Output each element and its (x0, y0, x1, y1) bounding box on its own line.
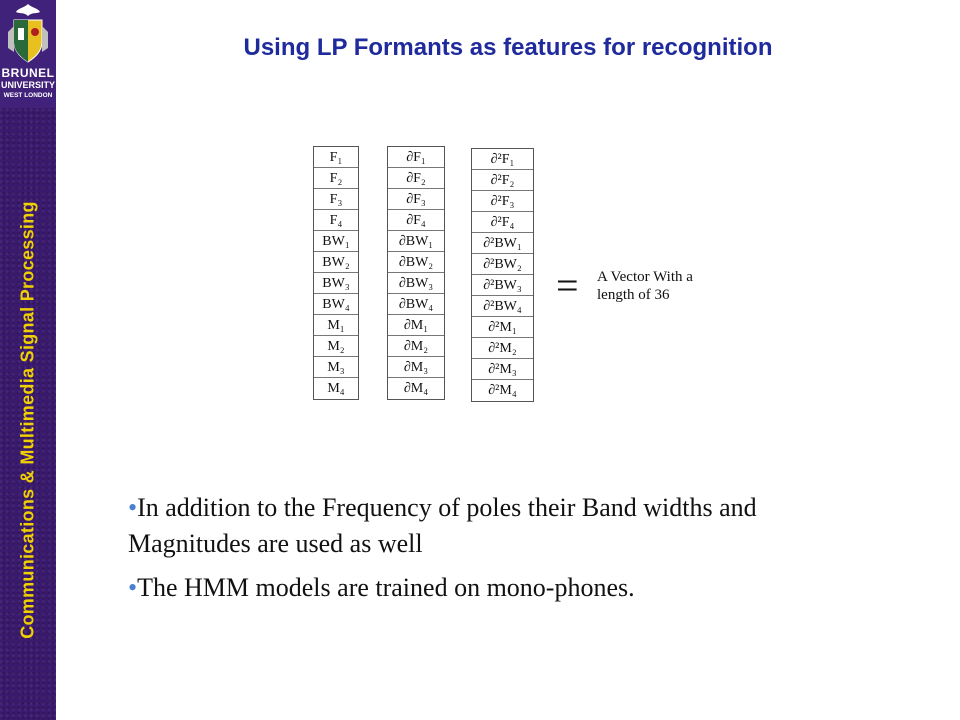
feature-cell: BW₁ (314, 231, 358, 252)
slide-title: Using LP Formants as features for recognition (243, 34, 773, 61)
feature-cell: F₁ (314, 147, 358, 168)
feature-cell: ∂M₁ (388, 315, 444, 336)
feature-cell: ∂²F₁ (472, 149, 533, 170)
feature-cell: ∂²F₃ (472, 191, 533, 212)
logo-line-3: WEST LONDON (3, 92, 53, 99)
bullet-dot-icon: • (128, 573, 138, 602)
feature-column-delta (387, 146, 445, 400)
feature-cell: ∂BW₂ (388, 252, 444, 273)
bullet-dot-icon: • (128, 493, 138, 522)
equals-sign: = (556, 263, 579, 308)
sidebar (0, 0, 56, 720)
feature-cell: ∂BW₁ (388, 231, 444, 252)
feature-cell: F₃ (314, 189, 358, 210)
feature-cell: ∂M₄ (403, 381, 429, 396)
feature-column-delta-delta (471, 148, 534, 402)
feature-cell: ∂F₁ (388, 147, 444, 168)
feature-cell: M₄ (327, 381, 345, 396)
vector-description-line-1: A Vector With a (597, 269, 693, 285)
university-logo (0, 0, 56, 108)
crest-icon (4, 2, 52, 66)
vector-description (597, 268, 767, 304)
bullet-item (128, 570, 868, 606)
feature-cell: ∂²M₃ (472, 359, 533, 380)
vertical-course-title: Communications & Multimedia Signal Processing (17, 201, 38, 639)
feature-cell: ∂²BW₁ (472, 233, 533, 254)
feature-cell: ∂M₂ (388, 336, 444, 357)
bullet-item (128, 490, 868, 562)
feature-cell: ∂²BW₂ (472, 254, 533, 275)
bullet-text: The HMM models are trained on mono-phones. (137, 573, 635, 602)
feature-cell: ∂²BW₃ (472, 275, 533, 296)
feature-cell: ∂F₄ (388, 210, 444, 231)
feature-cell: ∂BW₃ (388, 273, 444, 294)
feature-cell: ∂M₃ (388, 357, 444, 378)
feature-cell: F₂ (314, 168, 358, 189)
feature-column-static (313, 146, 359, 400)
feature-cell: ∂²M₄ (488, 383, 517, 398)
feature-cell: ∂²M₂ (472, 338, 533, 359)
feature-cell: BW₄ (314, 294, 358, 315)
feature-cell: M₂ (314, 336, 358, 357)
logo-line-1: BRUNEL (1, 66, 55, 80)
feature-cell: F₄ (314, 210, 358, 231)
vector-description-line-2: length of 36 (597, 287, 670, 303)
bullet-text: In addition to the Frequency of poles their Band widths and Magnitudes are used as well (128, 493, 757, 558)
feature-cell: ∂²F₂ (472, 170, 533, 191)
feature-cell: M₃ (314, 357, 358, 378)
feature-cell: ∂²F₄ (472, 212, 533, 233)
feature-cell: ∂²M₁ (472, 317, 533, 338)
feature-cell: BW₂ (314, 252, 358, 273)
bullet-list (128, 490, 868, 614)
feature-cell: ∂²BW₄ (472, 296, 533, 317)
feature-cell: ∂F₃ (388, 189, 444, 210)
logo-line-2: UNIVERSITY (0, 80, 55, 90)
feature-cell: M₁ (314, 315, 358, 336)
feature-cell: ∂BW₄ (388, 294, 444, 315)
feature-cell: BW₃ (314, 273, 358, 294)
feature-cell: ∂F₂ (388, 168, 444, 189)
